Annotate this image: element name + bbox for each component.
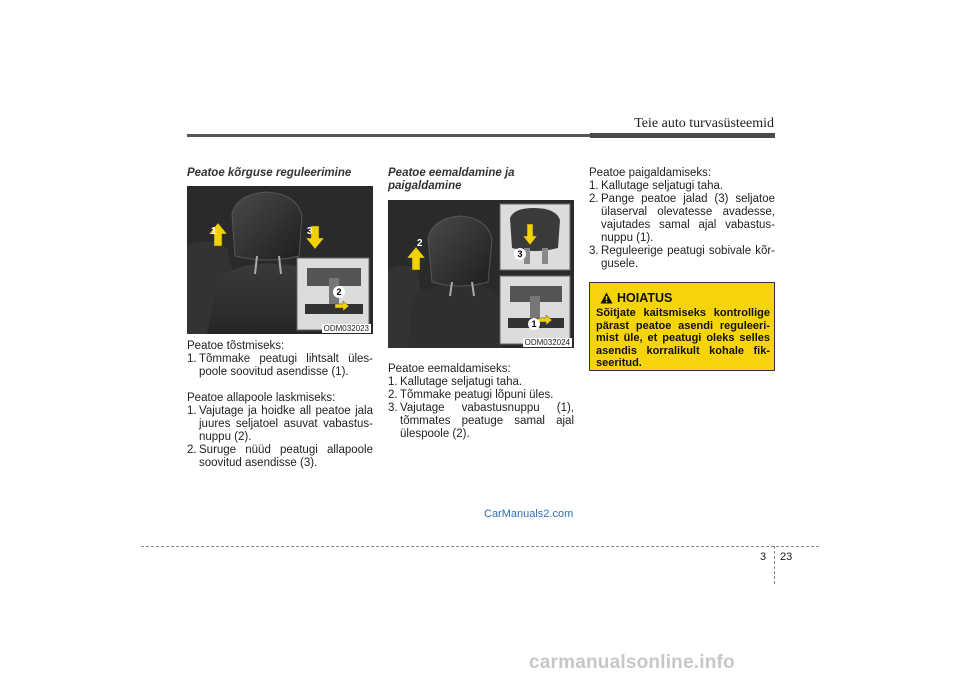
step-text: Kallutage seljatugi taha. xyxy=(601,180,724,192)
marker-1: 1 xyxy=(211,226,217,237)
step-number: 2. xyxy=(187,444,197,456)
lower-intro: Peatoe allapoole laskmiseks: xyxy=(187,392,336,404)
marker-3: 3 xyxy=(307,226,313,237)
marker-2: 2 xyxy=(333,286,345,298)
list-item xyxy=(589,193,775,245)
install-intro: Peatoe paigaldamiseks: xyxy=(589,167,712,179)
step-number: 1. xyxy=(589,180,599,192)
headrest-height-photo xyxy=(187,186,373,334)
headrest-remove-photo xyxy=(388,200,574,348)
list-item xyxy=(388,376,574,389)
step-text: Tõmmake peatugi lõpuni üles. xyxy=(400,389,554,401)
site-watermark[interactable]: CarManuals2.com xyxy=(484,508,574,520)
step-text: Pange peatoe jalad (3) seljatoe ülaserval olevatesse avadesse, vajutades samal ajal vabastus-nuppu (1). xyxy=(601,193,775,244)
install-instructions xyxy=(589,167,775,271)
step-number: 3. xyxy=(589,245,599,257)
lower-steps xyxy=(187,405,373,470)
step-text: Vajutage vabastusnuppu (1), tõmmates peatuge samal ajal ülespoole (2). xyxy=(400,402,574,440)
install-steps xyxy=(589,180,775,271)
footer-divider xyxy=(774,546,775,584)
page-number: 23 xyxy=(780,551,793,563)
list-item xyxy=(187,353,373,379)
step-text: Kallutage seljatugi taha. xyxy=(400,376,523,388)
headrest-remove-illustration xyxy=(388,200,574,348)
step-text: Tõmmake peatugi lihtsalt üles-poole soovitud asendisse (1). xyxy=(199,353,373,378)
list-item xyxy=(388,389,574,402)
step-number: 1. xyxy=(388,376,398,388)
step-number: 2. xyxy=(589,193,599,205)
warning-triangle-icon xyxy=(600,292,613,304)
section-number: 3 xyxy=(760,551,767,563)
warning-text: Sõitjate kaitsmiseks kontrollige pärast peatoe asendi reguleeri-mist üle, et peatugi oleks selles asendis korralikult kohale fik-seeritud. xyxy=(596,307,770,369)
bottom-watermark: carmanualsonline.info xyxy=(529,652,735,673)
header-rule-accent xyxy=(590,133,775,138)
step-text: Suruge nüüd peatugi allapoole soovitud asendisse (3). xyxy=(199,444,373,469)
list-item xyxy=(388,402,574,441)
step-text: Reguleerige peatugi sobivale kõr-gusele. xyxy=(601,245,775,270)
headrest-height-illustration xyxy=(187,186,373,334)
raise-steps xyxy=(187,353,373,379)
remove-intro: Peatoe eemaldamiseks: xyxy=(388,363,511,375)
remove-instructions xyxy=(388,363,574,441)
marker-1: 1 xyxy=(528,318,540,330)
footer-rule xyxy=(141,546,819,547)
warning-box xyxy=(589,282,775,371)
warning-title: HOIATUS xyxy=(617,291,673,305)
marker-3: 3 xyxy=(514,248,526,260)
step-number: 1. xyxy=(187,353,197,365)
remove-steps xyxy=(388,376,574,441)
list-item xyxy=(187,444,373,470)
section-title-remove-install: Peatoe eemaldamine ja paigaldamine xyxy=(388,167,515,192)
step-number: 1. xyxy=(187,405,197,417)
step-number: 2. xyxy=(388,389,398,401)
list-item xyxy=(589,180,775,193)
step-number: 3. xyxy=(388,402,398,414)
image-code: ODM032023 xyxy=(323,324,369,333)
image-code: ODM032024 xyxy=(524,338,570,347)
raise-intro: Peatoe tõstmiseks: xyxy=(187,340,285,352)
chapter-title: Teie auto turvasüsteemid xyxy=(634,116,774,131)
list-item xyxy=(589,245,775,271)
raise-instructions xyxy=(187,340,373,470)
marker-2: 2 xyxy=(417,238,423,249)
section-title-height-adjust: Peatoe kõrguse reguleerimine xyxy=(187,167,352,179)
list-item xyxy=(187,405,373,444)
step-text: Vajutage ja hoidke all peatoe jala juures seljatoel asuvat vabastus-nuppu (2). xyxy=(199,405,373,443)
warning-heading xyxy=(600,291,672,305)
